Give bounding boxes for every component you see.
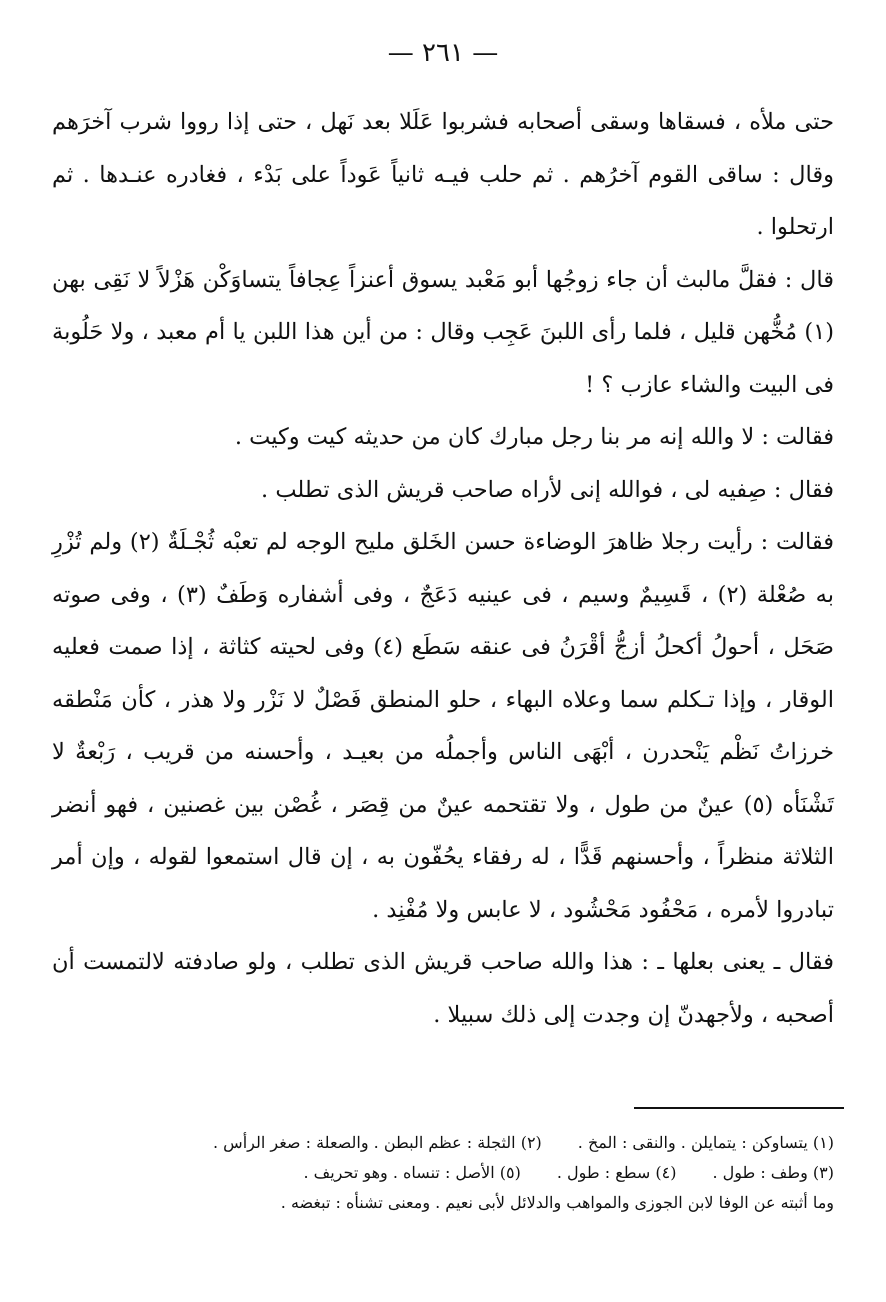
footnote-4: (٤) سطع : طول . (556, 1163, 677, 1182)
paragraph-6: فقال ـ يعنى بعلها ـ : هذا والله صاحب قريش الذى تطلب ، ولو صادفته لالتمست أن أصحبه ، ولأجهدنّ إن وجدت إلى ذلك سبيلا . (52, 949, 834, 1028)
paragraph-5: فقالت : رأيت رجلا ظاهرَ الوضاءة حسن الخَلق مليح الوجه لم تعبْه ثُجْـلَةٌ (٢) ولم تُزْرِ به صُعْلة (٢) ، قَسِيمٌ وسيم ، فى عينيه دَعَجٌ ، وفى أشفاره وَطَفٌ (٣) ، وفى صوته صَحَل ، أحولُ أكحلُ أزجُّ أقْرَنُ فى عنقه سَطَع (٤) وفى لحيته كثاثة ، إذا صمت فعليه الوقار ، وإذا تـكلم سما وعلاه البهاء ، حلو المنطق فَصْلٌ لا نَزْر ولا هذر ، كأن مَنْطقه خرزاتُ نَظْم يَنْحدرن ، أبْهَى الناس وأجملُه من بعيـد ، وأحسنه من قريب ، رَبْعةٌ لا تَشْنَأه (٥) عينٌ من طول ، ولا تقتحمه عينٌ من قِصَر ، غُصْن بين غصنين ، فهو أنضر الثلاثة منظراً ، وأحسنهم قَدًّا ، له رفقاء يحُفّون به ، إن قال استمعوا لقوله ، وإن أمر تبادروا لأمره ، مَحْفُود مَحْشُود ، لا عابس ولا مُفْنِد . (52, 529, 835, 923)
paragraph-4: فقال : صِفيه لى ، فوالله إنى لأراه صاحب قريش الذى تطلب . (261, 476, 834, 503)
footnote-5-continuation: وما أثبته عن الوفا لابن الجوزى والمواهب والدلائل لأبى نعيم . ومعنى تشنأه : تبغضه . (280, 1193, 834, 1212)
footnote-divider (634, 1107, 844, 1109)
page-number: — ٢٦١ — (387, 38, 499, 68)
footnote-row-2 (52, 1158, 834, 1188)
footnote-3: (٣) وطف : طول . (712, 1163, 834, 1182)
footnotes (52, 1128, 834, 1218)
main-text (52, 96, 834, 1041)
footnote-2: (٢) الثجلة : عظم البطن . والصعلة : صغر الرأس . (212, 1133, 542, 1152)
footnote-5: (٥) الأصل : تنساه . وهو تحريف . (303, 1163, 521, 1182)
footnote-1: (١) يتساوكن : يتمايلن . والنقى : المخ . (577, 1133, 834, 1152)
footnote-row-1 (52, 1128, 834, 1158)
paragraph-1: حتى ملأه ، فسقاها وسقى أصحابه فشربوا عَلَلا بعد نَهل ، حتى إذا رووا شرب آخرَهم وقال : ساقى القوم آخرُهم . ثم حلب فيـه ثانياً عَوداً على بَدْء ، فغادره عنـدها . ثم ارتحلوا . (52, 109, 834, 240)
paragraph-2: قال : فقلَّ مالبث أن جاء زوجُها أبو مَعْبد يسوق أعنزاً عِجافاً يتساوَكْن هَزْلاً لا نَقِى بهن (١) مُخُّهن قليل ، فلما رأى اللبنَ عَجِب وقال : من أين هذا اللبن يا أم معبد ، ولا حَلُوبة فى البيت والشاء عازب ؟ ! (52, 266, 834, 398)
paragraph-3: فقالت : لا والله إنه مر بنا رجل مبارك كان من حديثه كيت وكيت . (234, 424, 834, 450)
